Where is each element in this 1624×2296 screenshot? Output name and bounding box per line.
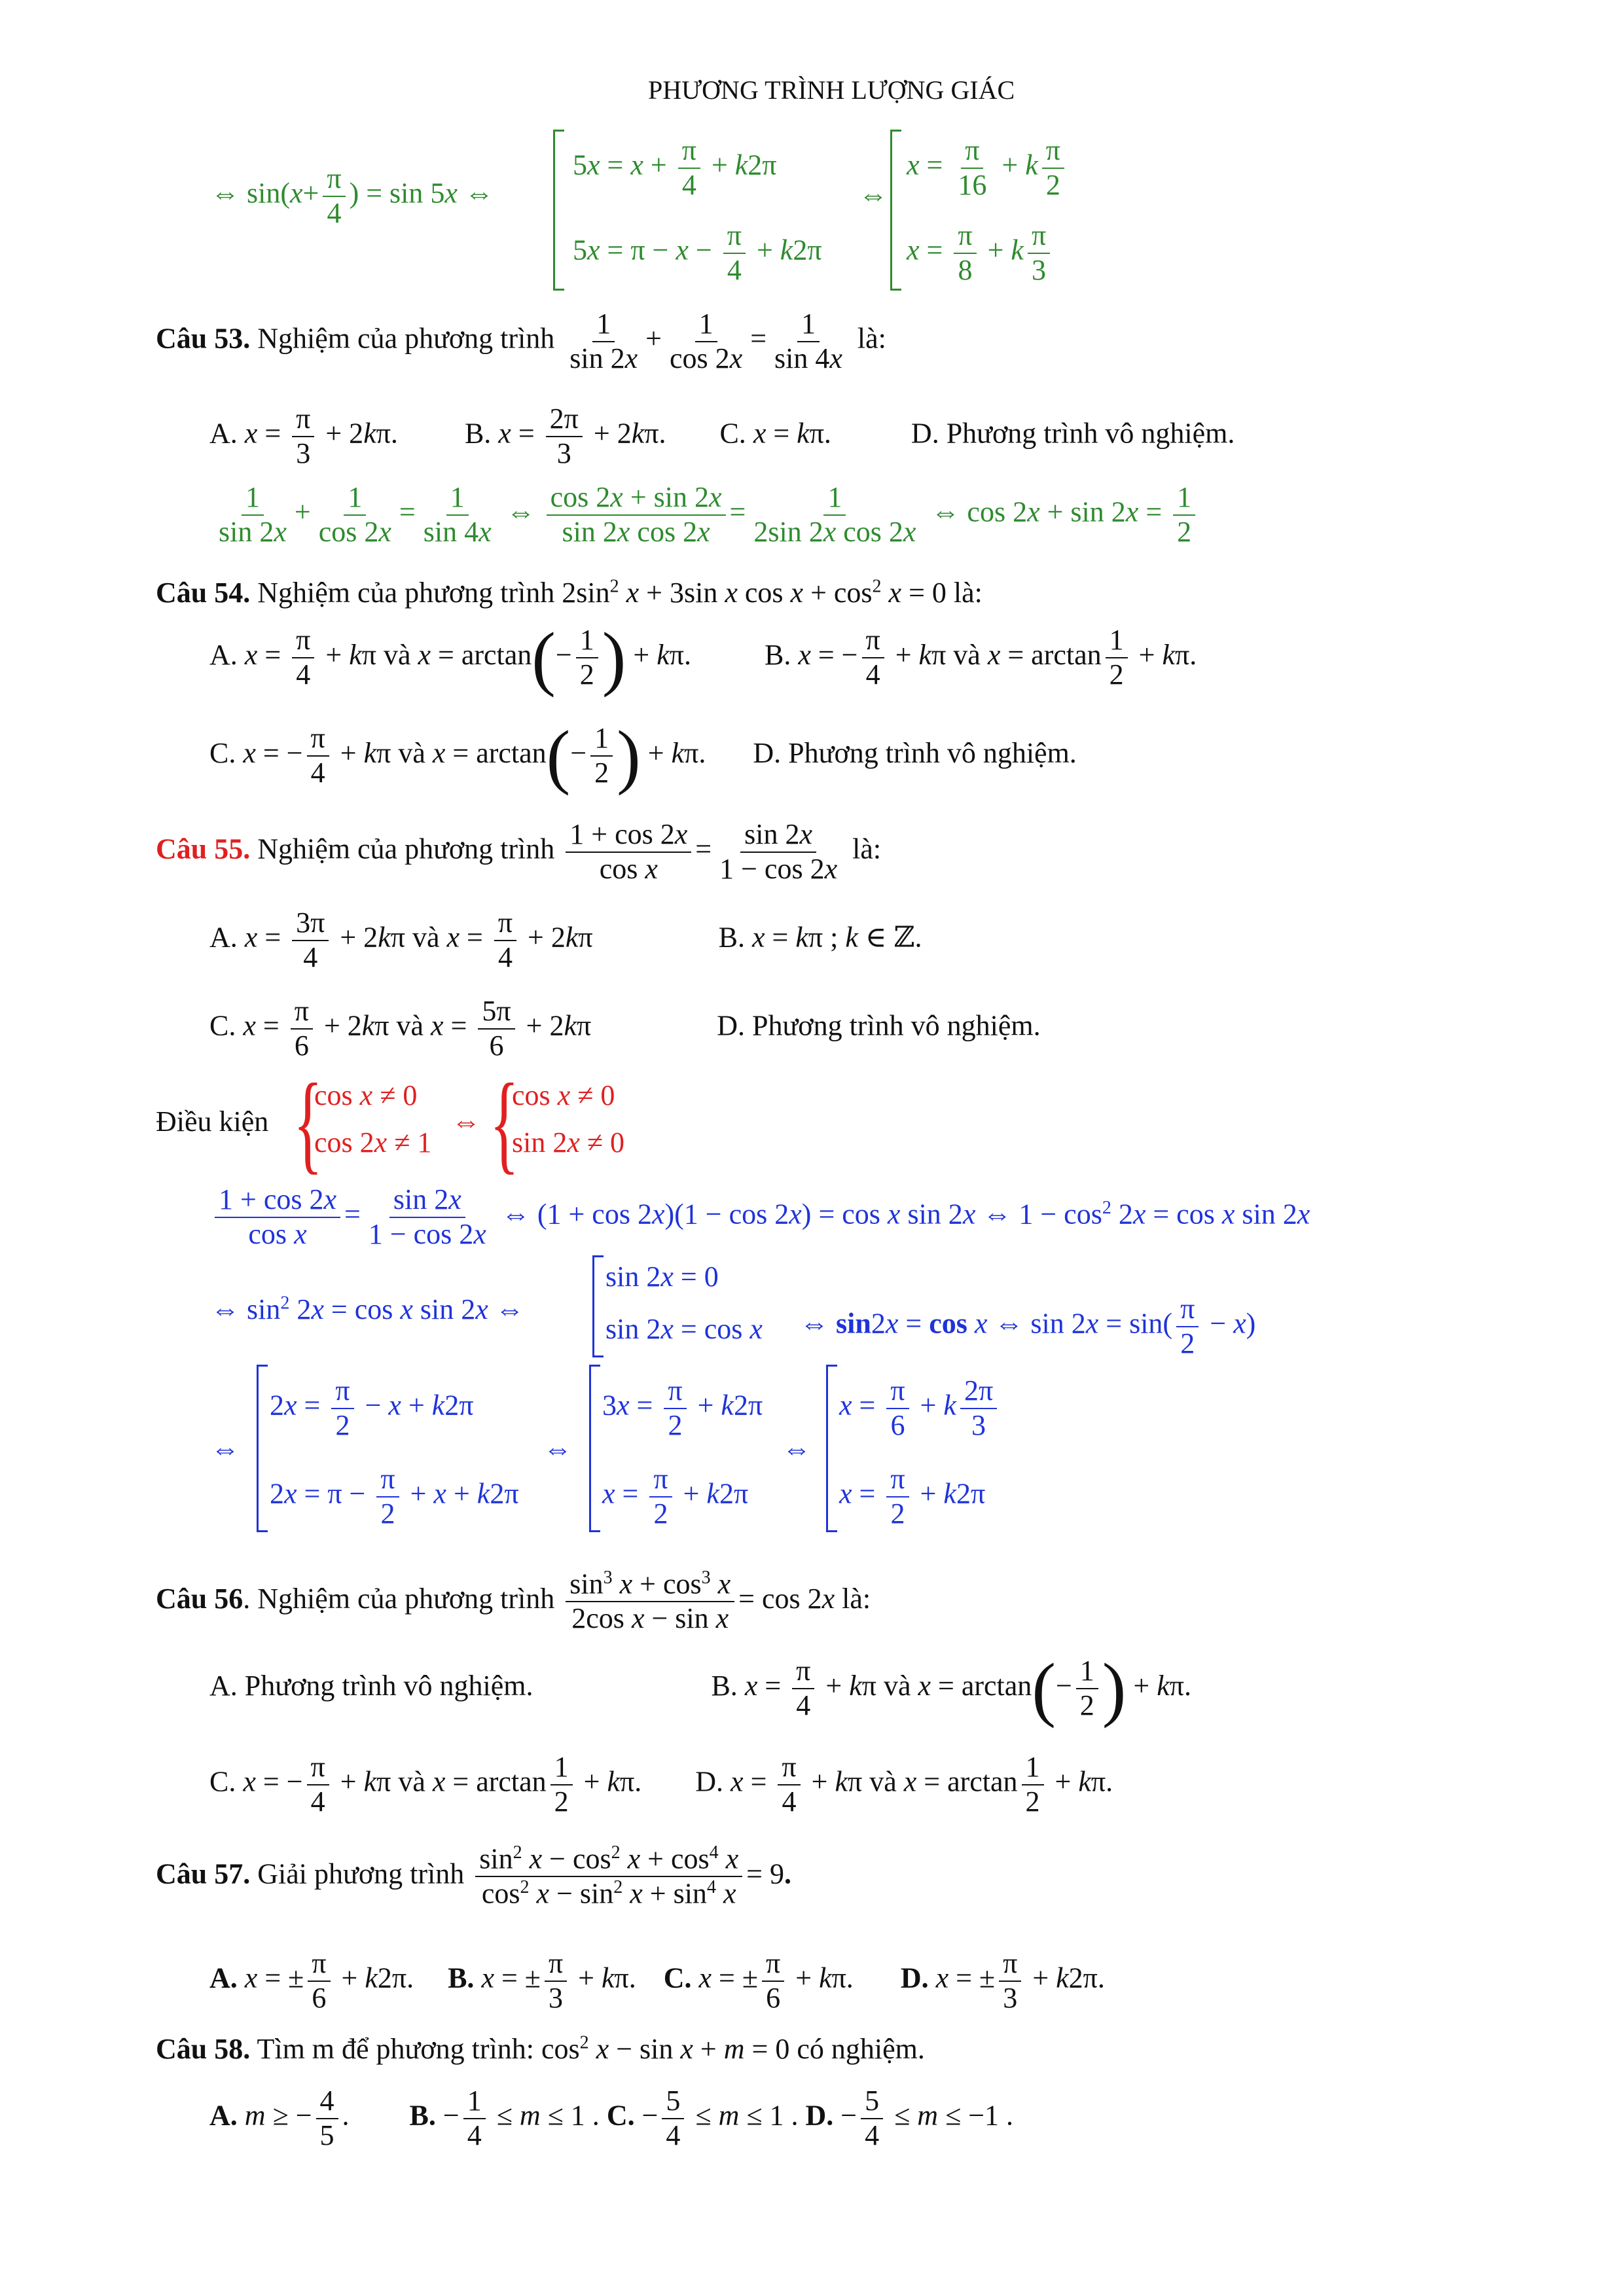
q55-cond-2a: cos x ≠ 0 [512, 1079, 615, 1111]
q55-bracket-2 [257, 1365, 268, 1532]
q55-solution-2b: sin 2x = 0 [605, 1261, 719, 1293]
prev-bracket-2 [890, 130, 901, 291]
q55-options-cd: C. x = $\frac{\pi}{6}$ + 2kπ và x = $\frac{5\pi}{6}$ + 2kπ D. Phương trình vô nghiệm. [209, 995, 1041, 1062]
q55-cond-2b: sin 2x ≠ 0 [512, 1126, 625, 1158]
prev-equiv: ⇔ [859, 179, 888, 211]
q54-options-ab: A. x = $\frac{\pi}{4}$ + kπ và x = arctan(− $\frac{1}{2}$ ) + kπ. B. x = − $\frac{\pi}{4}$ + kπ và x = arctan $\frac{1}{2}$ + kπ. [209, 618, 1197, 698]
q55-solution-1: $\frac{1 + \cos 2x}{\text{cos x}}$ = $\frac{\sin 2x}{1 - \cos 2x}$ ⇔ (1 + cos 2x)(1 − cos 2x) = cos x sin 2x ⇔ $1 - \cos^2 2x = \cos x$ sin 2x [211, 1183, 1310, 1251]
prev-solution: ⇔ sin(x+ $\frac{\pi}{4}$ ) = sin 5x ⇔ [211, 162, 494, 229]
q55-brace-2: { [490, 1061, 519, 1184]
q56-stem: Câu 56. Nghiệm của phương trình $\frac{\sin^3 x + \cos^3 x}{\text{2cos x − sin x}}$ = cos 2x là: [156, 1568, 871, 1635]
q55-sol-4b: x = $\frac{\pi}{2}$ + k2π [602, 1463, 749, 1530]
q56-options-cd: C. x = − $\frac{\pi}{4}$ + kπ và x = arctan $\frac{1}{2}$ + kπ. D. x = $\frac{\pi}{4}$ + kπ và x = arctan $\frac{1}{2}$ + kπ. [209, 1751, 1113, 1818]
q55-bracket-1 [592, 1255, 604, 1357]
q55-stem: Câu 55. Nghiệm của phương trình $\frac{1 + \cos 2x}{\text{cos x}}$ = $\frac{\sin 2x}{1 - \cos 2x}$ là: [156, 818, 882, 885]
q55-options-ab: A. x = $\frac{3\pi}{4}$ + 2kπ và x = $\frac{\pi}{4}$ + 2kπ B. x = kπ ; k ∈ ℤ. [209, 906, 922, 973]
q55-sol-3a: 2x = $\frac{\pi}{2}$ − x + k2π [270, 1374, 474, 1441]
q55-solution-2d: ⇔ sin2x = cos x ⇔ sin 2x = sin( $\frac{\pi}{2}$ − x) [800, 1293, 1256, 1359]
prev-line-4: x = $\frac{\pi}{8}$ + k $\frac{\pi}{3}$ [907, 219, 1054, 287]
q55-equiv-1: ⇔ [211, 1433, 240, 1465]
q55-equiv-3: ⇔ [782, 1433, 811, 1465]
page-header: PHƯƠNG TRÌNH LƯỢNG GIÁC [648, 75, 1015, 105]
q55-bracket-4 [826, 1365, 837, 1532]
q58-options: A. m ≥ − $\frac{4}{5}$ . B. − $\frac{1}{4}$ ≤ m ≤ 1 . C. − $\frac{5}{4}$ ≤ m ≤ 1 . D. − $\frac{5}{4}$ ≤ m ≤ −1 . [209, 2085, 1014, 2151]
q55-condition-label: Điều kiện [156, 1105, 269, 1138]
q55-brace-1: { [293, 1061, 323, 1184]
q55-equiv-2: ⇔ [543, 1433, 572, 1465]
q55-cond-1b: cos 2x ≠ 1 [314, 1126, 432, 1158]
q55-solution-2c: sin 2x = cos x [605, 1313, 763, 1345]
q53-stem: Câu 53. Nghiệm của phương trình $\frac{1}{\sin 2x}$ + $\frac{1}{\cos 2x}$ = $\frac{1}{\sin 4x}$ là: [156, 308, 886, 374]
q55-sol-4a: 3x = $\frac{\pi}{2}$ + k2π [602, 1374, 763, 1441]
q55-cond-1a: cos x ≠ 0 [314, 1079, 418, 1111]
q53-solution: $\frac{1}{\sin 2x}$ + $\frac{1}{\cos 2x}$ = $\frac{1}{\sin 4x}$ ⇔ $\frac{\cos 2x + \sin 2x}{\text{sin 2x cos 2x}}$ = $\frac{1}{\text{2sin 2x cos 2x}}$ ⇔ cos 2x + sin 2x = $\frac{1}{2}$ [211, 481, 1199, 548]
q55-sol-5b: x = $\frac{\pi}{2}$ + k2π [839, 1463, 986, 1530]
q56-options-ab: A. Phương trình vô nghiệm. B. x = $\frac{\pi}{4}$ + kπ và x = arctan(− $\frac{1}{2}$ ) + kπ. [209, 1649, 1191, 1729]
q58-stem: Câu 58. Tìm m để phương trình: $\cos^2 x - \sin x + m = 0$ có nghiệm. [156, 2032, 925, 2065]
prev-bracket-1 [553, 130, 564, 291]
q55-solution-2a: ⇔ $\sin^2 2x = \cos x$ sin 2x ⇔ [211, 1293, 524, 1325]
prev-line-3: x = $\frac{\pi}{16}$ + k $\frac{\pi}{2}$ [907, 134, 1068, 202]
q54-options-cd: C. x = − $\frac{\pi}{4}$ + kπ và x = arctan(− $\frac{1}{2}$ ) + kπ. D. Phương trình vô nghiệm. [209, 716, 1077, 796]
q53-options: A. x = $\frac{\pi}{3}$ + 2kπ. B. x = $\frac{2\pi}{3}$ + 2kπ. C. x = kπ. D. Phương trình vô nghiệm. [209, 403, 1235, 469]
q55-cond-equiv: ⇔ [452, 1105, 480, 1138]
q54-stem: Câu 54. Nghiệm của phương trình $2\sin^2$ x + 3sin x $\cos x + \cos^2 x = 0$ là: [156, 576, 983, 609]
prev-line-1: 5x = x + $\frac{\pi}{4}$ + k2π [573, 134, 777, 201]
q55-bracket-3 [589, 1365, 600, 1532]
q57-stem: Câu 57. Giải phương trình $\frac{\sin^2 x - \cos^2 x + \cos^4 x}{\cos^2 x - \sin^2 x + \sin^4 x}$ = 9. [156, 1842, 791, 1910]
prev-line-2: 5x = π − x − $\frac{\pi}{4}$ + k2π [573, 219, 822, 286]
q55-sol-5a: x = $\frac{\pi}{6}$ + k $\frac{2\pi}{3}$ [839, 1374, 1001, 1442]
q57-options: A. x = ± $\frac{\pi}{6}$ + k2π. B. x = ± $\frac{\pi}{3}$ + kπ. C. x = ± $\frac{\pi}{6}$ + kπ. D. x = ± $\frac{\pi}{3}$ + k2π. [209, 1947, 1105, 2014]
q55-sol-3b: 2x = π − $\frac{\pi}{2}$ + x + k2π [270, 1463, 519, 1530]
